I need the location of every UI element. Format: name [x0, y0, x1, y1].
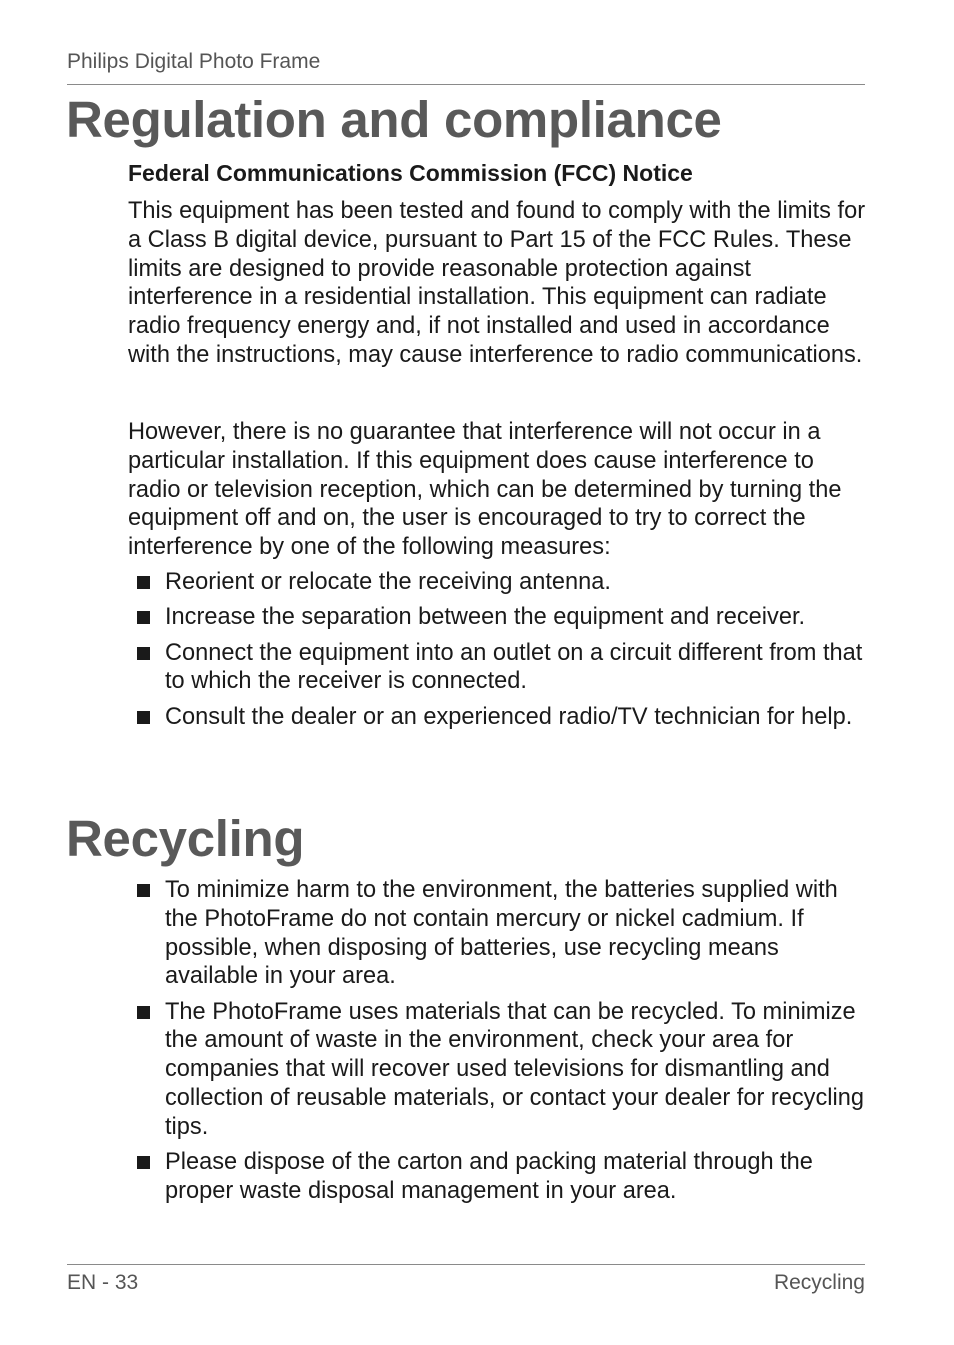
footer-divider	[67, 1264, 865, 1265]
fcc-paragraph: However, there is no guarantee that interference will not occur in a particular installation. If this equipment does cause interference to radio or television reception, which can be determined by turning the equipment off and on, the user is encouraged to try to correct the interference by one of the following measures:	[128, 419, 842, 561]
list-item-text: Please dispose of the carton and packing material through the proper waste disposal management in your area.	[165, 1149, 813, 1204]
fcc-paragraph: This equipment has been tested and found to comply with the limits for a Class B digital device, pursuant to Part 15 of the FCC Rules. These limits are designed to provide reasonable protection against interference in a residential installation. This equipment can radiate radio frequency energy and, if not installed and used in accordance with the instructions, may cause interference to radio communications.	[128, 198, 866, 368]
section-title-recycling: Recycling	[66, 810, 305, 867]
fcc-notice-heading: Federal Communications Commission (FCC) Notice	[128, 160, 693, 186]
list-item-text: The PhotoFrame uses materials that can be recycled. To minimize the amount of waste in the environment, check your area for companies that will recover used televisions for dismantling and collection of reusable materials, or contact your dealer for recycling tips.	[165, 998, 864, 1140]
running-header: Philips Digital Photo Frame	[67, 50, 321, 73]
recycling-list	[128, 876, 868, 1212]
square-bullet-icon	[137, 611, 150, 624]
header-divider	[67, 84, 865, 85]
list-item-text: Consult the dealer or an experienced radio/TV technician for help.	[165, 703, 853, 730]
list-item	[128, 998, 868, 1142]
list-item	[128, 639, 868, 697]
list-item-text: Reorient or relocate the receiving antenna.	[165, 569, 611, 595]
square-bullet-icon	[137, 1156, 150, 1169]
square-bullet-icon	[137, 1006, 150, 1019]
list-item	[128, 876, 868, 991]
footer-section-name: Recycling	[773, 1271, 865, 1294]
list-item	[128, 1148, 868, 1206]
square-bullet-icon	[137, 647, 150, 660]
square-bullet-icon	[137, 711, 150, 724]
list-item	[128, 568, 868, 597]
list-item-text: Connect the equipment into an outlet on a circuit different from that to which the receiver is connected.	[165, 639, 863, 695]
square-bullet-icon	[137, 576, 150, 589]
list-item	[128, 603, 868, 632]
fcc-measures-list	[128, 568, 868, 738]
list-item-text: To minimize harm to the environment, the batteries supplied with the PhotoFrame do not contain mercury or nickel cadmium. If possible, when disposing of batteries, use recycling means available in your area.	[165, 877, 838, 990]
page-number: EN - 33	[67, 1271, 139, 1294]
section-title-regulation: Regulation and compliance	[66, 91, 722, 148]
list-item-text: Increase the separation between the equipment and receiver.	[165, 604, 806, 631]
square-bullet-icon	[137, 884, 150, 897]
list-item	[128, 703, 868, 732]
